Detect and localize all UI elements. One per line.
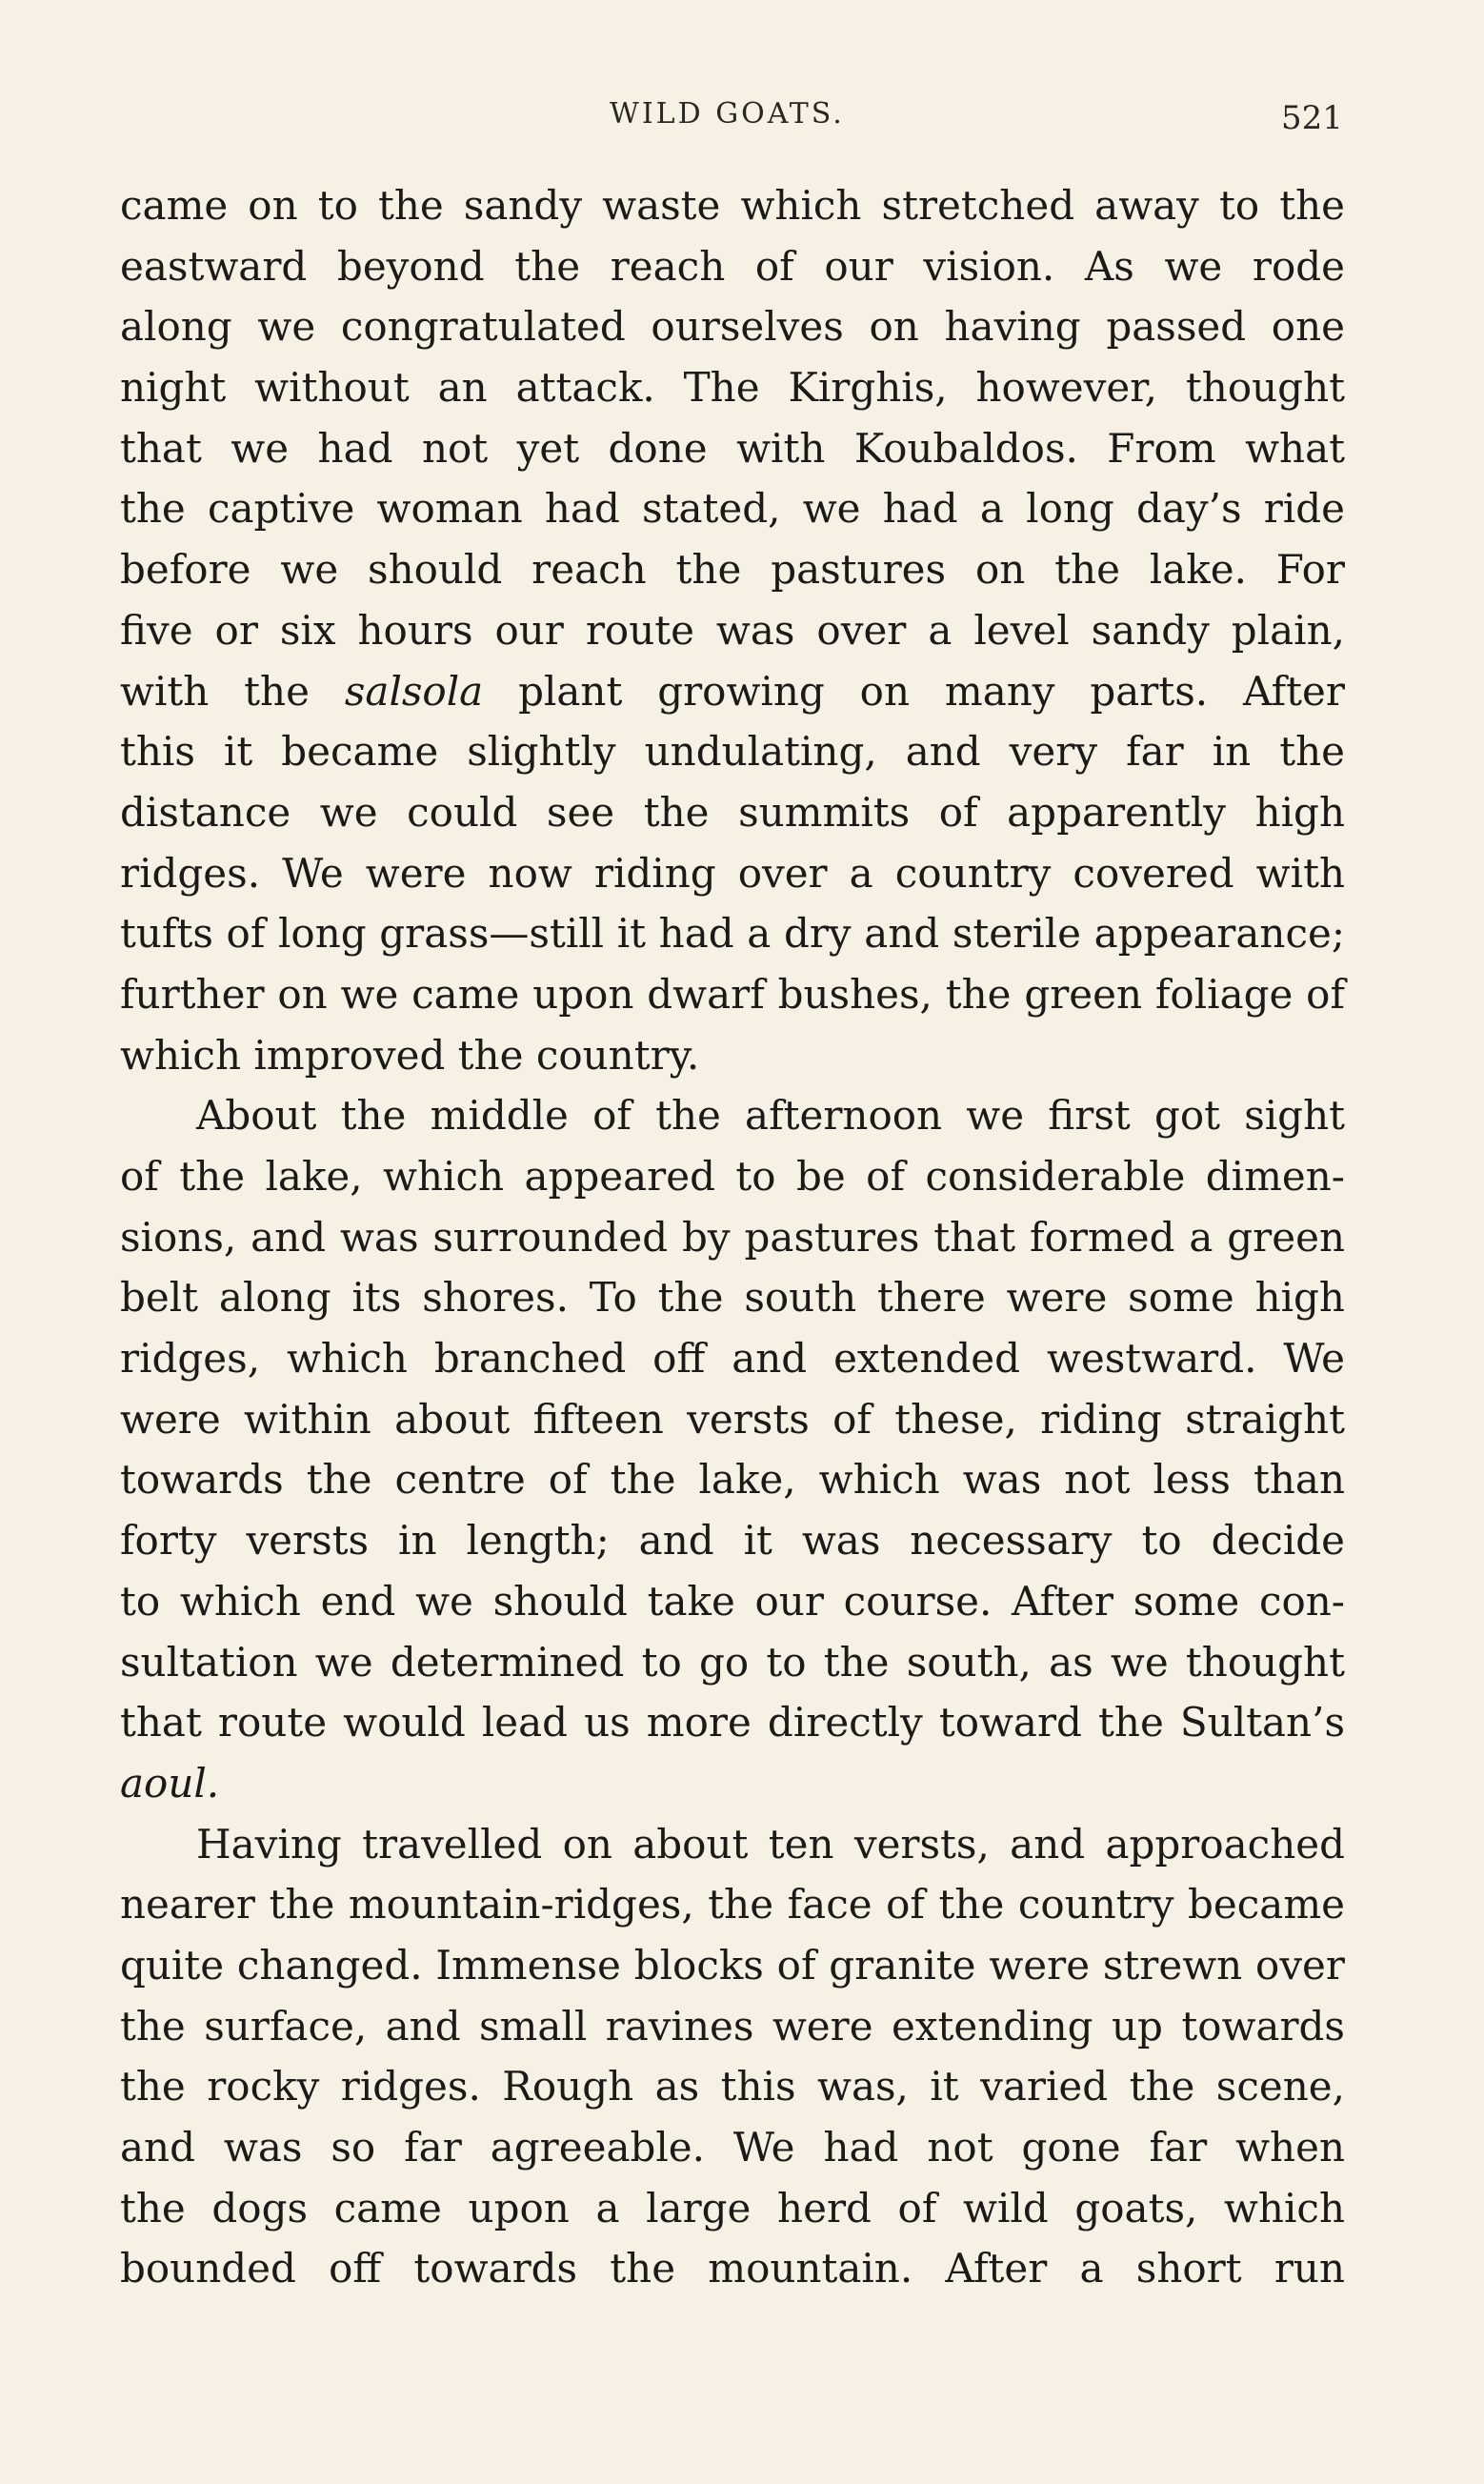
text-line: forty versts in length; and it was necessary to decide: [120, 1517, 1345, 1565]
text-line: eastward beyond the reach of our vision. As we rode: [120, 242, 1345, 290]
text-line: sultation we determined to go to the south, as we thought: [120, 1638, 1345, 1686]
text-line: along we congratulated ourselves on having passed one: [120, 303, 1345, 351]
text-line: ridges. We were now riding over a country covered with: [120, 849, 1345, 897]
text-line: the rocky ridges. Rough as this was, it varied the scene,: [120, 2063, 1345, 2110]
text-line: the dogs came upon a large herd of wild goats, which: [120, 2184, 1345, 2232]
text-line: About the middle of the afternoon we first got sight: [196, 1092, 1345, 1140]
text-line: the captive woman had stated, we had a long day’s ride: [120, 485, 1345, 533]
text-line: were within about fifteen versts of these, riding straight: [120, 1395, 1345, 1443]
text-line: nearer the mountain-ridges, the face of the country became: [120, 1881, 1345, 1929]
paragraph: [120, 1085, 1345, 1813]
text-line: Having travelled on about ten versts, and approached: [196, 1820, 1345, 1868]
text-line: that route would lead us more directly toward the Sultan’s: [120, 1699, 1345, 1747]
text-line: this it became slightly undulating, and very far in the: [120, 728, 1345, 776]
text-line: which improved the country.: [120, 1031, 700, 1079]
text-line: to which end we should take our course. After some con-: [120, 1577, 1345, 1625]
text-line: of the lake, which appeared to be of considerable dimen-: [120, 1153, 1345, 1200]
text-line: towards the centre of the lake, which was not less than: [120, 1456, 1345, 1504]
text-line: that we had not yet done with Koubaldos. From what: [120, 424, 1345, 472]
italic-term: salsola: [344, 667, 484, 715]
text-line: belt along its shores. To the south there were some high: [120, 1274, 1345, 1322]
text-line: ridges, which branched off and extended westward. We: [120, 1335, 1345, 1383]
paragraph: [120, 175, 1345, 1085]
italic-term: aoul.: [120, 1759, 220, 1807]
text-fragment: plant growing on many parts. After: [518, 667, 1345, 715]
paragraph: [120, 1814, 1345, 2300]
text-line: sions, and was surrounded by pastures that formed a green: [120, 1213, 1345, 1261]
text-line: came on to the sandy waste which stretched away to the: [120, 182, 1345, 229]
text-line: before we should reach the pastures on the lake. For: [120, 546, 1345, 594]
text-line: [120, 661, 1345, 722]
running-head: [0, 88, 1484, 145]
text-line: quite changed. Immense blocks of granite were strewn over: [120, 1941, 1345, 1989]
running-title: WILD GOATS.: [610, 97, 845, 131]
text-line: [120, 1753, 1345, 1814]
text-fragment: with the: [120, 667, 310, 715]
text-line: further on we came upon dwarf bushes, the green foliage of: [120, 970, 1345, 1018]
text-line: tufts of long grass—still it had a dry and sterile appearance;: [120, 910, 1345, 958]
text-line: distance we could see the summits of apparently high: [120, 788, 1345, 836]
text-line: the surface, and small ravines were extending up towards: [120, 2002, 1345, 2050]
body-text: [120, 175, 1345, 2299]
text-line: bounded off towards the mountain. After a short run: [120, 2245, 1345, 2292]
text-line: five or six hours our route was over a level sandy plain,: [120, 606, 1345, 654]
text-line: night without an attack. The Kirghis, however, thought: [120, 364, 1345, 412]
page-number: 521: [1281, 99, 1343, 137]
text-line: and was so far agreeable. We had not gone far when: [120, 2124, 1345, 2171]
